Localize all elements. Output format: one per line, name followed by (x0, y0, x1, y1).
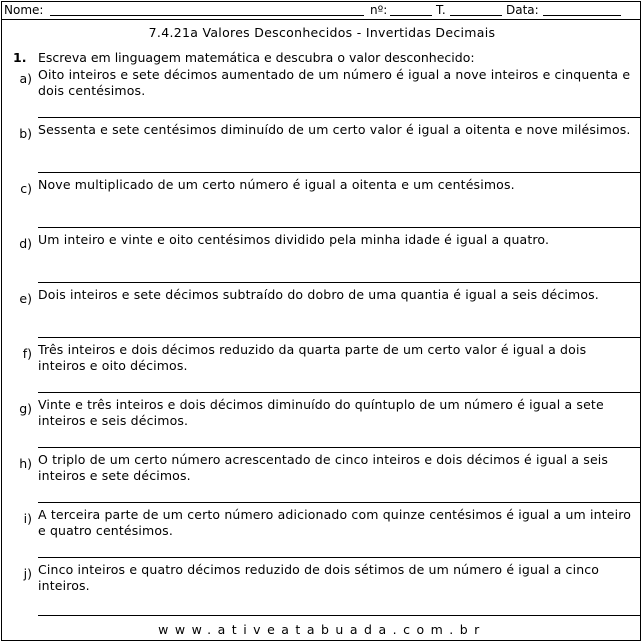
website-footer: www.ativeatabuada.com.br (158, 622, 486, 637)
answer-line-f[interactable] (38, 392, 640, 393)
class-label: T. (436, 3, 446, 17)
item-letter: e) (19, 291, 32, 306)
item-letter: g) (19, 401, 32, 416)
name-label: Nome: (4, 3, 44, 17)
item-text: A terceira parte de um certo número adicionado com quinze centésimos é igual a um inteiro e quatro centésimos. (38, 507, 632, 538)
item-text: Nove multiplicado de um certo número é igual a oitenta e um centésimos. (38, 177, 515, 192)
item-letter: a) (19, 71, 32, 86)
answer-line-e[interactable] (38, 337, 640, 338)
item-text: Um inteiro e vinte e oito centésimos dividido pela minha idade é igual a quatro. (38, 232, 550, 247)
answer-line-j[interactable] (38, 615, 640, 616)
item-text: Oito inteiros e sete décimos aumentado de um número é igual a nove inteiros e cinquenta e dois centésimos. (38, 67, 631, 98)
item-letter: i) (23, 511, 32, 526)
item-text: Cinco inteiros e quatro décimos reduzido de dois sétimos de um número é igual a cinco inteiros. (38, 562, 600, 593)
date-field[interactable] (543, 15, 621, 16)
number-label: nº: (370, 3, 388, 17)
worksheet-title: 7.4.21a Valores Desconhecidos - Invertidas Decimais (148, 25, 496, 40)
item-text: O triplo de um certo número acrescentado de cinco inteiros e dois décimos é igual a seis inteiros e sete décimos. (38, 452, 609, 483)
name-field[interactable] (50, 15, 364, 16)
item-text: Sessenta e sete centésimos diminuído de um certo valor é igual a oitenta e nove milésimos. (38, 122, 631, 137)
item-text: Três inteiros e dois décimos reduzido da quarta parte de um certo valor é igual a dois inteiros e oito décimos. (38, 342, 587, 373)
number-field[interactable] (390, 15, 432, 16)
item-text: Vinte e três inteiros e dois décimos diminuído do quíntuplo de um número é igual a sete inteiros e seis décimos. (38, 397, 604, 428)
item-letter: j) (23, 566, 32, 581)
answer-line-d[interactable] (38, 282, 640, 283)
question-number: 1. (13, 50, 27, 65)
answer-line-b[interactable] (38, 172, 640, 173)
answer-line-i[interactable] (38, 557, 640, 558)
class-field[interactable] (450, 15, 502, 16)
item-text: Dois inteiros e sete décimos subtraído do dobro de uma quantia é igual a seis décimos. (38, 287, 599, 302)
date-label: Data: (506, 3, 539, 17)
answer-line-g[interactable] (38, 447, 640, 448)
answer-line-c[interactable] (38, 227, 640, 228)
item-letter: d) (19, 236, 32, 251)
student-header (4, 2, 638, 18)
item-letter: f) (22, 346, 32, 361)
header-divider (1, 19, 641, 20)
item-letter: h) (19, 456, 32, 471)
answer-line-a[interactable] (38, 117, 640, 118)
question-instruction: Escreva em linguagem matemática e descubra o valor desconhecido: (38, 50, 475, 65)
answer-line-h[interactable] (38, 502, 640, 503)
item-letter: b) (19, 126, 32, 141)
item-letter: c) (20, 181, 32, 196)
